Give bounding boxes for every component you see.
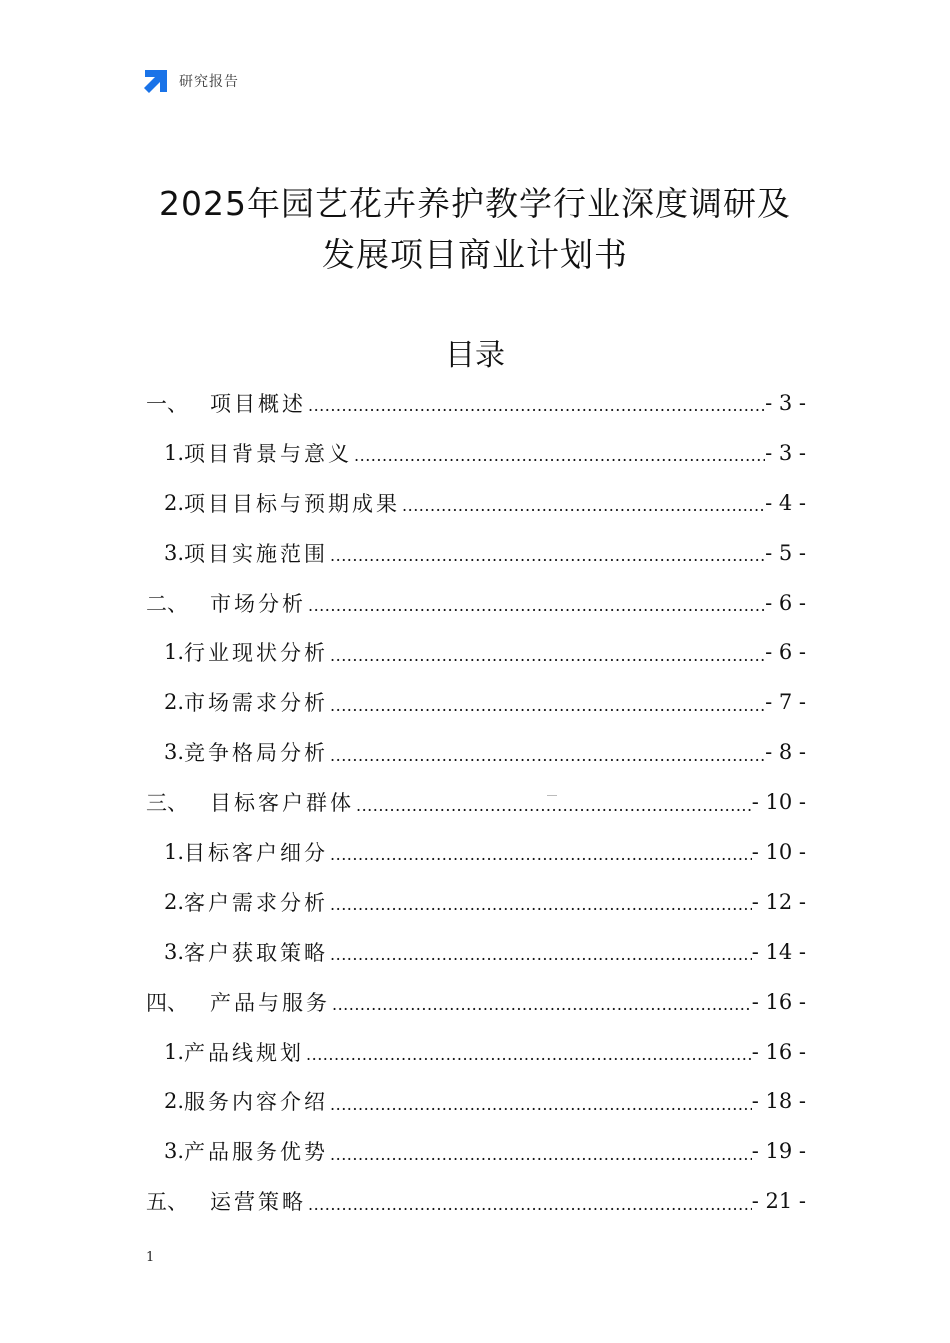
toc-entry-page: - 5 - [765, 540, 806, 565]
watermark-mark [547, 795, 557, 796]
report-header [143, 68, 239, 94]
toc-entry-label: 产品与服务 [210, 990, 330, 1015]
toc-entry-label: 市场分析 [210, 591, 306, 616]
toc-dot-leader [328, 696, 765, 715]
toc-dot-leader [328, 646, 765, 665]
toc-dot-leader [328, 845, 752, 864]
toc-section-entry[interactable] [146, 1176, 806, 1226]
toc-entry-number: 1. [164, 640, 185, 665]
toc-entry-label: 目标客户群体 [210, 791, 354, 816]
toc-entry-page: - 16 - [751, 989, 806, 1014]
toc-dot-leader [306, 1195, 752, 1214]
toc-entry-number: 一、 [146, 391, 188, 416]
toc-entry-label: 客户获取策略 [184, 940, 329, 965]
toc-subsection-entry[interactable] [146, 827, 806, 877]
toc-subsection-entry[interactable] [146, 1126, 806, 1176]
toc-dot-leader [352, 446, 765, 465]
document-title [0, 178, 950, 280]
toc-entry-number: 3. [164, 1139, 185, 1164]
toc-entry-label: 项目实施范围 [184, 541, 329, 566]
toc-entry-number: 3. [164, 740, 185, 765]
toc-dot-leader [328, 546, 765, 565]
toc-entry-label: 客户需求分析 [184, 890, 329, 915]
toc-entry-number: 1. [164, 440, 185, 465]
toc-entry-number: 3. [164, 540, 185, 565]
title-line-2: 发展项目商业计划书 [322, 235, 628, 274]
toc-subsection-entry[interactable] [146, 727, 806, 777]
toc-dot-leader [306, 596, 765, 615]
toc-entry-number: 二、 [146, 591, 188, 616]
toc-entry-number: 2. [164, 889, 185, 914]
toc-entry-page: - 7 - [765, 690, 806, 715]
header-label: 研究报告 [179, 74, 239, 90]
toc-entry-label: 产品服务优势 [184, 1140, 329, 1165]
toc-entry-number: 2. [164, 490, 185, 515]
toc-section-entry[interactable] [146, 977, 806, 1027]
toc-entry-label: 行业现状分析 [184, 641, 329, 666]
toc-entry-label: 运营策略 [210, 1190, 306, 1215]
toc-dot-leader [306, 396, 765, 415]
toc-entry-number: 1. [164, 1039, 185, 1064]
toc-entry-page: - 8 - [765, 740, 806, 765]
toc-subsection-entry[interactable] [146, 927, 806, 977]
toc-section-entry[interactable] [146, 578, 806, 628]
toc-entry-label: 服务内容介绍 [184, 1090, 329, 1115]
toc-entry-number: 2. [164, 1089, 185, 1114]
toc-entry-page: - 16 - [751, 1039, 806, 1064]
toc-subsection-entry[interactable] [146, 627, 806, 677]
toc-entry-page: - 6 - [765, 640, 806, 665]
toc-dot-leader [304, 1045, 752, 1064]
toc-section-entry[interactable] [146, 777, 806, 827]
toc-subsection-entry[interactable] [146, 1027, 806, 1077]
toc-section-entry[interactable] [146, 378, 806, 428]
toc-entry-number: 三、 [146, 791, 188, 816]
toc-dot-leader [400, 496, 765, 515]
toc-entry-label: 项目背景与意义 [184, 441, 353, 466]
toc-dot-leader [330, 995, 752, 1014]
toc-entry-label: 竞争格局分析 [184, 741, 329, 766]
toc-dot-leader [328, 945, 752, 964]
toc-entry-label: 项目目标与预期成果 [184, 491, 401, 516]
toc-entry-page: - 10 - [751, 790, 806, 815]
toc-subsection-entry[interactable] [146, 677, 806, 727]
toc-heading: 目录 [445, 338, 505, 373]
toc-subsection-entry[interactable] [146, 478, 806, 528]
toc-dot-leader [328, 895, 752, 914]
title-line-1: 2025年园艺花卉养护教学行业深度调研及 [159, 184, 791, 223]
toc-subsection-entry[interactable] [146, 428, 806, 478]
toc-entry-label: 产品线规划 [184, 1040, 305, 1065]
toc-entry-page: - 6 - [765, 590, 806, 615]
page-number: 1 [146, 1250, 155, 1265]
toc-subsection-entry[interactable] [146, 1076, 806, 1126]
toc-entry-number: 3. [164, 939, 185, 964]
toc-entry-page: - 14 - [751, 939, 806, 964]
toc-entry-page: - 10 - [751, 839, 806, 864]
toc-entry-page: - 3 - [765, 440, 806, 465]
table-of-contents [146, 378, 806, 1226]
toc-entry-number: 四、 [146, 990, 188, 1015]
toc-dot-leader [328, 1145, 752, 1164]
arrow-up-right-icon [143, 68, 169, 94]
toc-entry-number: 五、 [146, 1190, 188, 1215]
toc-dot-leader [328, 1095, 752, 1114]
toc-entry-number: 2. [164, 690, 185, 715]
toc-entry-page: - 18 - [751, 1089, 806, 1114]
toc-dot-leader [328, 746, 765, 765]
toc-entry-label: 项目概述 [210, 391, 306, 416]
toc-entry-page: - 3 - [765, 390, 806, 415]
toc-entry-page: - 21 - [751, 1189, 806, 1214]
toc-dot-leader [354, 796, 752, 815]
toc-entry-number: 1. [164, 839, 185, 864]
toc-entry-page: - 4 - [765, 490, 806, 515]
toc-entry-label: 目标客户细分 [184, 840, 329, 865]
toc-entry-page: - 12 - [751, 889, 806, 914]
toc-subsection-entry[interactable] [146, 528, 806, 578]
toc-entry-page: - 19 - [751, 1139, 806, 1164]
toc-subsection-entry[interactable] [146, 877, 806, 927]
toc-entry-label: 市场需求分析 [184, 691, 329, 716]
